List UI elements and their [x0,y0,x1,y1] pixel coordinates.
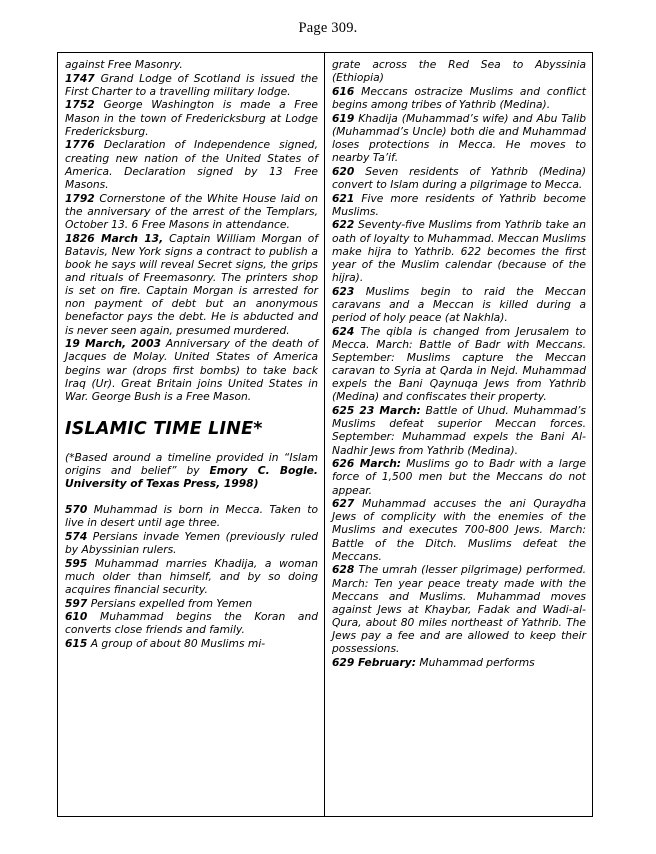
entry-year: 628 [332,563,355,577]
entry-text: Muhammad performs [419,656,535,670]
section-note [65,451,318,490]
entry-year: 629 February: [332,656,417,670]
right-column [325,53,592,816]
entry-year: 574 [65,529,88,543]
entry-year: 597 [65,596,88,610]
timeline-entry [332,58,586,84]
left-column [58,53,325,816]
timeline-entry [65,610,318,636]
timeline-entry [65,557,318,596]
entry-text: The qibla is changed from Jerusalem to Mecca. March: Battle of Badr with Meccans. September: Muslims capture the Meccan caravan to Syria at Qarda in Nejd. Muhammad expels the Bani Qaynuqa Jews from Yathrib (Medina) and confiscates their property. [332,324,586,404]
entry-year: 1826 March 13, [65,231,164,245]
entry-year: 19 March, 2003 [65,337,161,351]
timeline-entry [332,404,586,457]
timeline-entry [65,98,318,137]
entry-year: 622 [332,218,355,232]
entry-year: 623 [332,284,355,298]
entry-year: 615 [65,637,88,651]
entry-year: 626 March: [332,457,402,471]
timeline-entry [65,337,318,403]
entry-year: 610 [65,610,88,624]
entry-text: Muslims begin to raid the Meccan caravans and a Meccan is killed during a period of holy peace (at Nakhla). [332,284,586,324]
timeline-entry [65,637,318,650]
entry-year: 627 [332,497,355,511]
entry-year: 624 [332,324,355,338]
timeline-entry [332,563,586,655]
timeline-entry [332,218,586,284]
entry-text: A group of about 80 Muslims mi- [90,637,266,651]
entry-text: Captain William Morgan of Batavis, New York signs a contract to publish a book he says will reveal Secret signs, the grips and rituals of Freemasonry. The printers shop is set on fire. Captain Morgan is arrested for non payment of debt but an anonymous benefactor pays the debt. He is abducted and is never seen again, presumed murdered. [65,231,318,337]
entry-year: 621 [332,191,355,205]
entry-year: 620 [332,164,355,178]
timeline-entry [65,530,318,556]
entry-text: against Free Masonry. [65,58,183,71]
entry-year: 595 [65,556,88,570]
entry-text: Muhammad accuses the ani Quraydha Jews of complicity with the enemies of the Muslims and executes 700-800 Jews. March: Battle of the Ditch. Muslims defeat the Meccans. [332,497,586,563]
entry-text: grate across the Red Sea to Abyssinia (Ethiopia) [332,58,586,85]
entry-text: Grand Lodge of Scotland is issued the First Charter to a travelling military lodge. [65,71,318,98]
timeline-entry [332,457,586,496]
entry-text: George Washington is made a Free Mason in the town of Fredericksburg at Lodge Fredericksburg. [65,98,318,138]
entry-year: 616 [332,84,355,98]
entry-text: Five more residents of Yathrib become Muslims. [332,191,586,218]
entry-text: Seventy-five Muslims from Yathrib take an oath of loyalty to Muhammad. Meccan Muslims make hijra to Yathrib. 622 becomes the first year of the Muslim calendar (because of the hijra). [332,218,587,284]
entry-text: Meccans ostracize Muslims and conflict begins among tribes of Yathrib (Medina). [332,84,586,111]
entry-text: Muslims go to Badr with a large force of 1,500 men but the Meccans do not appear. [332,457,586,497]
timeline-entry [65,58,318,71]
timeline-entry [65,232,318,337]
entry-text: Declaration of Independence signed, creating new nation of the United States of America. Declaration signed by 13 Free Masons. [65,138,318,191]
note-author: Emory C. Bogle. [209,463,318,477]
entry-text: Muhammad is born in Mecca. Taken to live in desert until age three. [65,503,318,530]
entry-text: Seven residents of Yathrib (Medina) convert to Islam during a pilgrimage to Mecca. [332,164,586,191]
timeline-entry [332,85,586,111]
entry-text: Persians expelled from Yemen [90,596,253,610]
entry-year: 1747 [65,71,95,85]
section-title: ISLAMIC TIME LINE* [65,419,263,440]
timeline-entry [65,597,318,610]
timeline-entry [65,138,318,191]
timeline-entry [332,497,586,563]
two-column-frame [57,52,593,817]
note-prefix: (*Based around a timeline provided in “Islam origins and belief” by [65,450,318,477]
entry-text: Persians invade Yemen (previously ruled by Abyssinian rulers. [65,529,319,557]
entry-text: Muhammad marries Khadija, a woman much older than himself, and by so doing acquires financial security. [65,556,318,596]
entry-text: Muhammad begins the Koran and converts close friends and family. [65,610,319,637]
page-header: Page 309. [298,20,358,36]
timeline-entry [332,656,586,669]
entry-year: 1752 [65,98,95,112]
note-publisher: University of Texas Press, 1998) [65,476,259,490]
entry-text: Cornerstone of the White House laid on the anniversary of the arrest of the Templars, October 13. 6 Free Masons in attendance. [65,191,318,231]
entry-text: Khadija (Muhammad’s wife) and Abu Talib (Muhammad’s Uncle) both die and Muhammad loses protections in Mecca. He moves to nearby Ta’if. [332,111,586,165]
timeline-entry [332,112,586,165]
entry-text: Battle of Uhud. Muhammad’s Muslims defeat superior Meccan forces. September: Muhammad expels the Bani Al-Nadhir Jews from Yathrib (Medina). [332,404,586,457]
timeline-entry [332,165,586,191]
timeline-entry [65,72,318,98]
timeline-entry [332,285,586,324]
timeline-entry [65,192,318,231]
entry-text: Anniversary of the death of Jacques de Molay. United States of America begins war (drops first bombs) to take back Iraq (Ur). Great Britain joins United States in War. George Bush is a Free Mason. [65,337,318,403]
entry-text: The umrah (lesser pilgrimage) performed. March: Ten year peace treaty made with the Meccans and Muslims. Muhammad moves against Jews at Khaybar, Fadak and Wadi-al-Qura, about 80 miles northeast of Yathrib. The Jews pay a fee and are allowed to keep their possessions. [332,563,586,656]
entry-year: 570 [65,503,88,517]
entry-year: 619 [332,111,355,125]
entry-year: 1776 [65,138,95,152]
entry-year: 1792 [65,191,95,205]
timeline-entry [332,192,586,218]
entry-year: 625 23 March: [332,404,421,418]
timeline-entry [332,325,586,404]
timeline-entry [65,503,318,529]
